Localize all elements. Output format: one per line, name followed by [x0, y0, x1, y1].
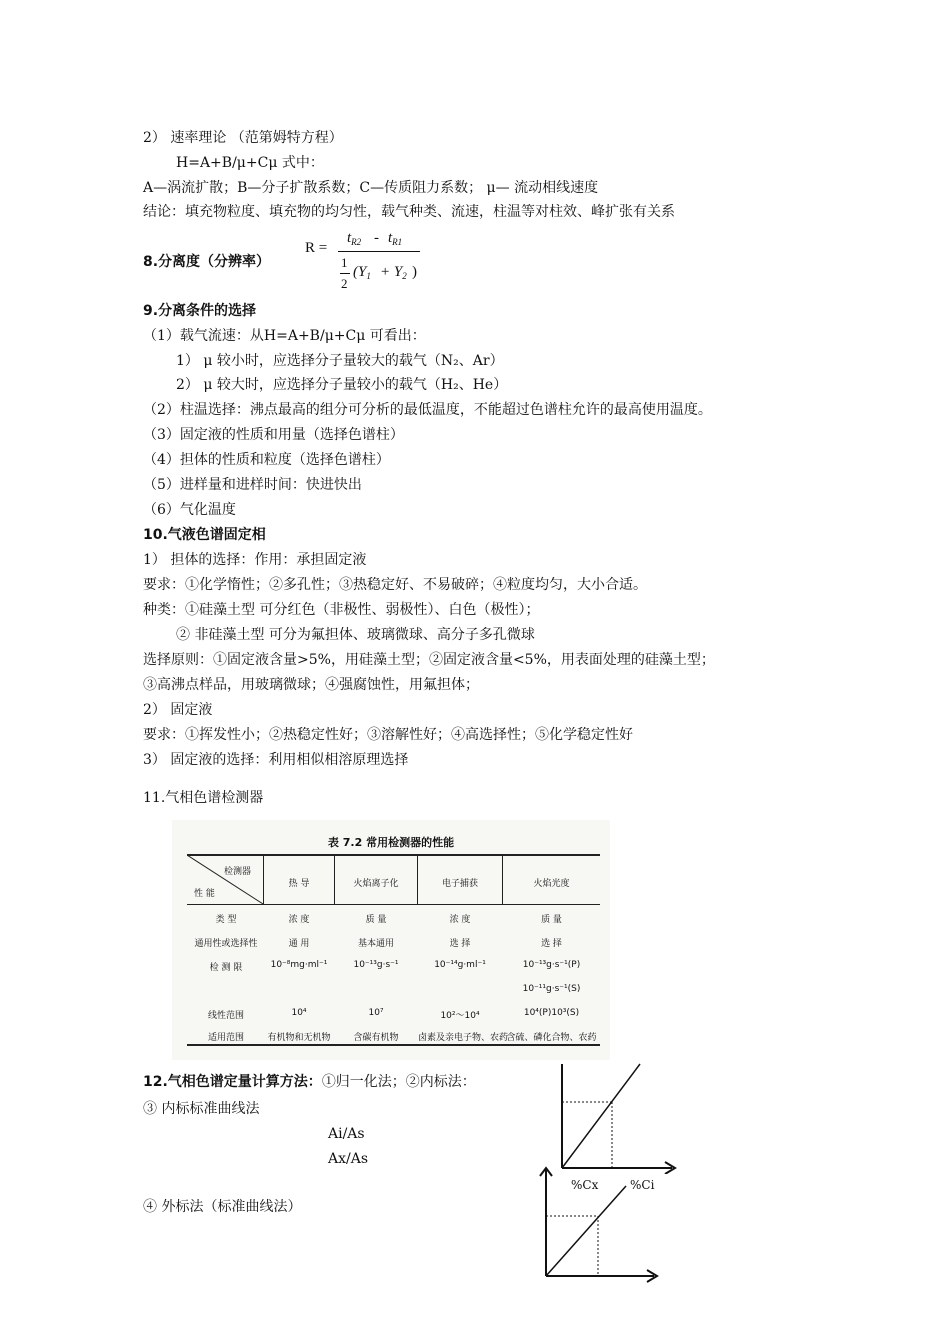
- stationary-line: 3） 固定液的选择：利用相似相溶原理选择: [143, 752, 409, 768]
- rate-theory-conclusion: 结论：填充物粒度、填充物的均匀性，载气种类、流速，柱温等对柱效、峰扩张有关系: [143, 204, 675, 220]
- formula-lhs: R =: [305, 240, 328, 256]
- quantitation-title: 12.气相色谱定量计算方法：: [143, 1074, 322, 1090]
- calibration-line: [562, 1064, 640, 1168]
- table-cell: 通 用: [288, 939, 310, 949]
- table-cell: 含碳有机物: [353, 1033, 399, 1043]
- stationary-line: 要求：①挥发性小；②热稳定性好；③溶解性好；④高选择性；⑤化学稳定性好: [143, 727, 633, 743]
- table-cell: 10⁻¹¹g·s⁻¹(S): [522, 984, 581, 994]
- condition-line: （5）进样量和进样时间：快进快出: [143, 477, 362, 493]
- corner-top-label: 检测器: [224, 867, 252, 877]
- table-cell: 浓 度: [449, 915, 471, 925]
- half-numerator: 1: [341, 255, 348, 270]
- table-cell: 卤素及亲电子物、农药: [418, 1033, 509, 1043]
- condition-line: （3）固定液的性质和用量（选择色谱柱）: [143, 427, 404, 443]
- external-standard-graph: [534, 1164, 664, 1288]
- ratio-ax-as: Ax/As: [328, 1151, 369, 1167]
- quantitation-methods: ①归一化法；②内标法：: [321, 1074, 476, 1090]
- formula-minus: -: [374, 230, 379, 246]
- table-cell: 10⁴: [291, 1008, 307, 1018]
- table-cell: 选 择: [449, 939, 471, 949]
- stationary-line: 要求：①化学惰性；②多孔性；③热稳定好、不易破碎；④粒度均匀，大小合适。: [143, 577, 647, 593]
- stationary-line: ③高沸点样品，用玻璃微球；④强腐蚀性，用氟担体；: [143, 677, 479, 693]
- table-cell: 浓 度: [288, 915, 310, 925]
- calibration-line: [546, 1186, 626, 1276]
- y1-subscript: 1: [366, 271, 371, 281]
- ratio-ai-as: Ai/As: [328, 1126, 365, 1142]
- van-deemter-equation: H=A+B/μ+Cμ 式中：: [176, 155, 324, 171]
- row-label: 线性范围: [207, 1011, 244, 1021]
- half-denominator: 2: [341, 276, 348, 291]
- condition-line: 1） μ 较小时，应选择分子量较大的载气（N₂、Ar）: [176, 353, 504, 369]
- column-header: 电子捕获: [441, 879, 478, 889]
- axis-label-ci: %Ci: [630, 1178, 655, 1192]
- table-cell: 质 量: [365, 915, 387, 925]
- t2-symbol: t: [347, 230, 352, 246]
- t1-symbol: t: [388, 230, 393, 246]
- table-cell: 10⁻¹³g·s⁻¹: [353, 960, 399, 970]
- table-cell: 含硫、磷化合物、农药: [506, 1033, 597, 1043]
- table-cell: 10⁷: [368, 1008, 384, 1018]
- row-label: 检 测 限: [209, 963, 243, 973]
- table-cell: 10⁻¹⁴g·ml⁻¹: [434, 960, 486, 970]
- column-header: 热 导: [288, 879, 310, 889]
- corner-bottom-label: 性 能: [194, 889, 215, 899]
- stationary-line: 种类：①硅藻土型 可分红色（非极性、弱极性）、白色（极性）；: [143, 602, 540, 618]
- column-header: 火焰光度: [533, 879, 570, 889]
- quantitation-line: [143, 1073, 476, 1091]
- internal-standard-graph: [548, 1058, 682, 1174]
- axis-label-cx: %Cx: [571, 1178, 599, 1192]
- y2-symbol: + Y: [380, 264, 403, 280]
- separation-conditions-title: 9.分离条件的选择: [143, 303, 257, 319]
- condition-line: 2） μ 较大时，应选择分子量较小的载气（H₂、He）: [176, 377, 508, 393]
- y2-subscript: 2: [402, 271, 407, 281]
- table-caption: 表 7.2 常用检测器的性能: [327, 836, 455, 849]
- formula-y1: [353, 264, 371, 281]
- stationary-line: ② 非硅藻土型 可分为氟担体、玻璃微球、高分子多孔微球: [176, 627, 535, 643]
- condition-line: （6）气化温度: [143, 502, 236, 518]
- table-cell: 有机物和无机物: [267, 1033, 331, 1043]
- condition-line: （1）载气流速：从H=A+B/μ+Cμ 可看出：: [143, 328, 426, 344]
- table-cell: 选 择: [541, 939, 562, 949]
- condition-line: （2）柱温选择：沸点最高的组分可分析的最低温度，不能超过色谱柱允许的最高使用温度。: [143, 402, 712, 418]
- formula-close: ): [412, 264, 417, 280]
- stationary-line: 选择原则：①固定液含量>5%，用硅藻土型；②固定液含量<5%，用表面处理的硅藻土型；: [143, 652, 715, 668]
- fraction-bar: [338, 251, 420, 252]
- internal-standard-curve: ③ 内标标准曲线法: [143, 1101, 260, 1117]
- t1-subscript: R1: [392, 237, 403, 247]
- equation-terms: A—涡流扩散；B—分子扩散系数；C—传质阻力系数； μ— 流动相线速度: [143, 180, 599, 196]
- formula-t2: [347, 230, 361, 247]
- table-cell: 质 量: [541, 915, 562, 925]
- table-cell: 10⁻⁸mg·ml⁻¹: [270, 960, 328, 970]
- table-bottom-rule: [187, 1044, 600, 1046]
- resolution-title: 8.分离度（分辨率）: [143, 254, 271, 270]
- row-label: 通用性或选择性: [194, 939, 258, 949]
- condition-line: （4）担体的性质和粒度（选择色谱柱）: [143, 452, 390, 468]
- stationary-phase-title: 10.气液色谱固定相: [143, 527, 266, 543]
- half-bar: [340, 273, 350, 274]
- table-cell: 10⁴(P)10³(S): [523, 1008, 580, 1018]
- table-cell: 10⁻¹³g·s⁻¹(P): [522, 960, 581, 970]
- rate-theory-heading: 2） 速率理论 （范第姆特方程）: [143, 130, 343, 146]
- table-cell: 10²～10⁴: [440, 1011, 480, 1021]
- row-label: 适用范围: [207, 1033, 244, 1043]
- table-cell: 基本通用: [357, 939, 394, 949]
- external-standard-method: ④ 外标法（标准曲线法）: [143, 1199, 302, 1215]
- stationary-line: 1） 担体的选择：作用：承担固定液: [143, 552, 367, 568]
- formula-t1: [388, 230, 402, 247]
- detector-title: 11.气相色谱检测器: [143, 790, 264, 806]
- column-header: 火焰离子化: [353, 879, 399, 889]
- stationary-line: 2） 固定液: [143, 702, 213, 718]
- formula-y2: [380, 264, 407, 281]
- detector-table: [172, 820, 610, 1060]
- t2-subscript: R2: [351, 237, 362, 247]
- y1-symbol: (Y: [353, 264, 367, 280]
- row-label: 类 型: [215, 915, 237, 925]
